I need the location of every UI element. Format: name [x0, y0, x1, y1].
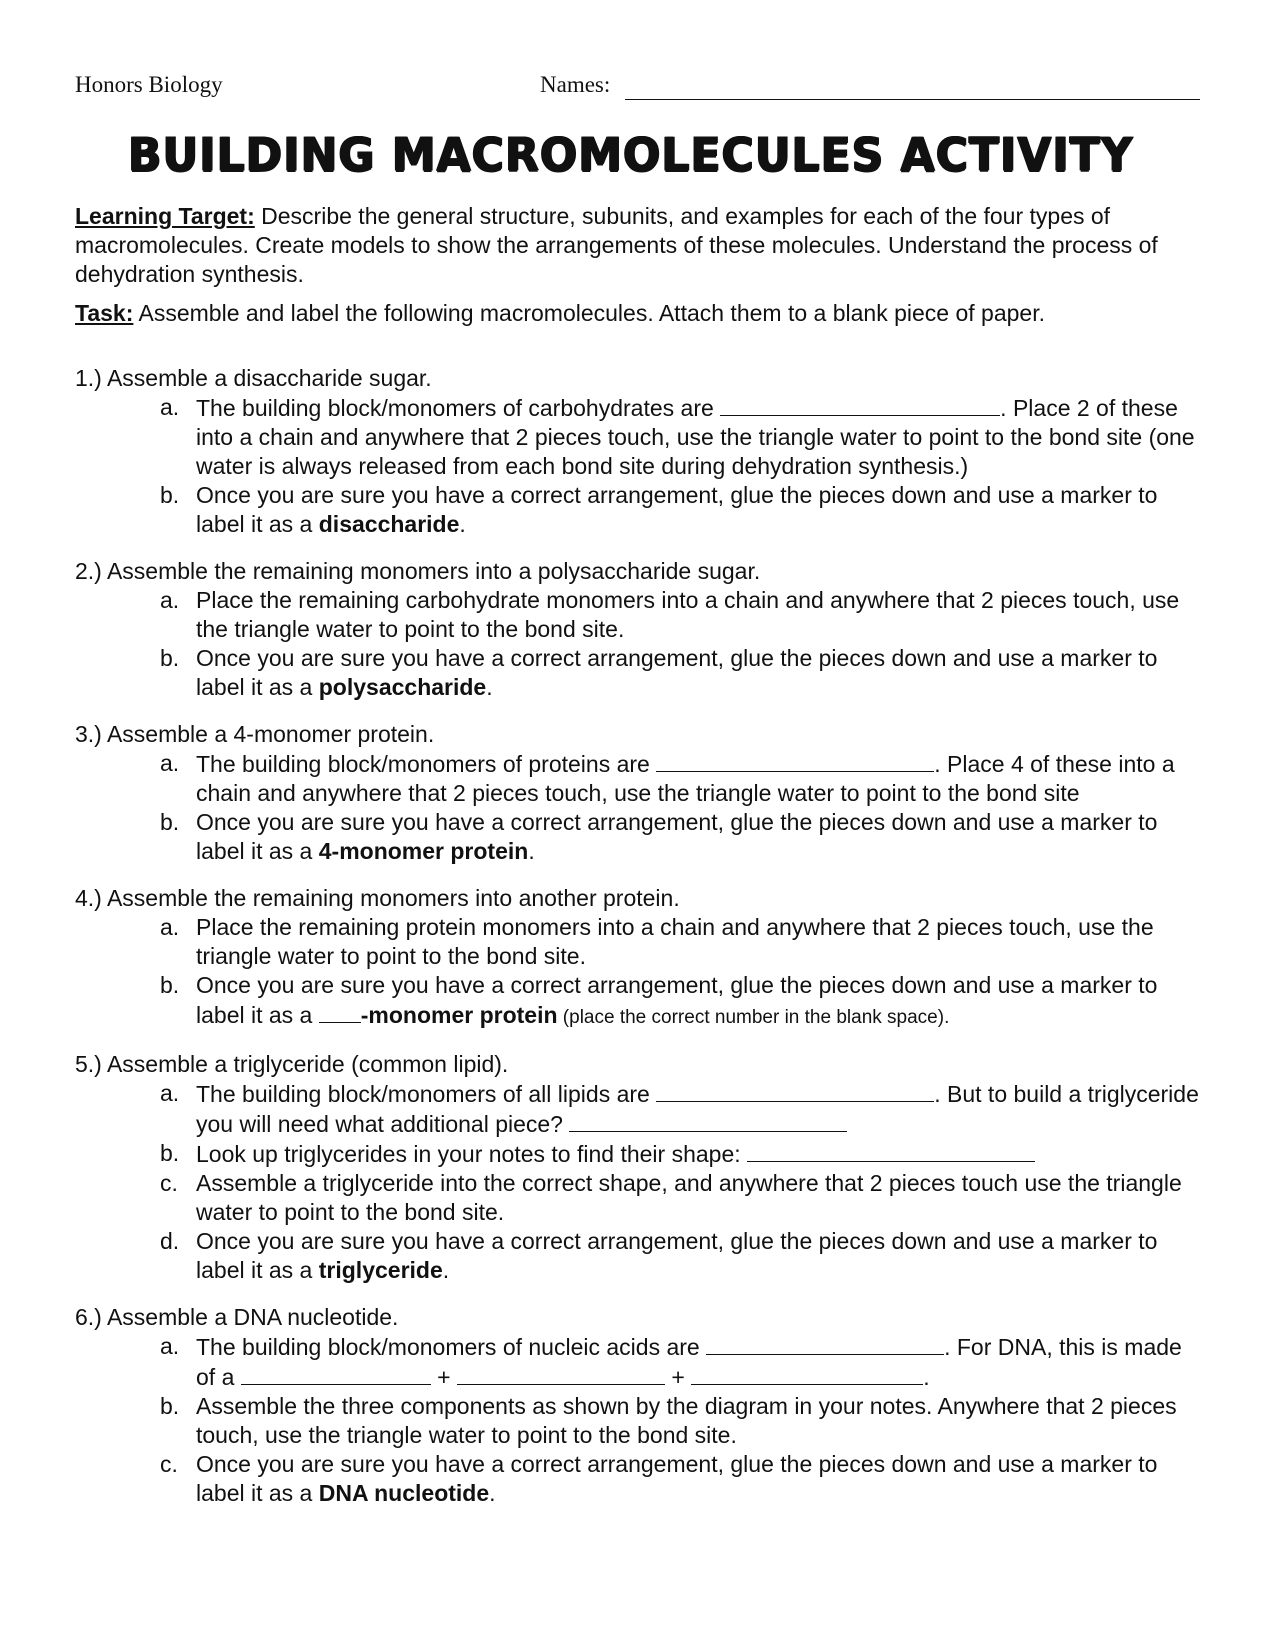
section-1 — [75, 364, 1205, 539]
section-2 — [75, 557, 1205, 702]
names-label: Names: — [540, 72, 611, 97]
list-item: a. The building block/monomers of carbohydrates are . Place 2 of these into a chain and anywhere that 2 pieces touch, use the triangle water to point to the bond site (one water is always released from each bond site during dehydration synthesis.) — [160, 394, 1195, 479]
list-item: b. Look up triglycerides in your notes to find their shape: — [75, 1139, 1205, 1169]
list-item: b. Assemble the three components as shown by the diagram in your notes. Anywhere that 2 pieces touch, use the triangle water to point to the bond site. — [160, 1393, 1177, 1448]
list-item: b. Once you are sure you have a correct arrangement, glue the pieces down and use a marker to label it as a polysaccharide. — [160, 645, 1158, 700]
list-item: a. The building block/monomers of proteins are . Place 4 of these into a chain and anywhere that 2 pieces touch, use the triangle water to point to the bond site — [160, 750, 1175, 806]
answer-blank[interactable] — [706, 1332, 944, 1355]
section-5 — [75, 1050, 1205, 1285]
list-item: c. Assemble a triglyceride into the correct shape, and anywhere that 2 pieces touch use the triangle water to point to the bond site. — [160, 1170, 1182, 1225]
list-item: d. Once you are sure you have a correct arrangement, glue the pieces down and use a marker to label it as a triglyceride. — [160, 1228, 1158, 1283]
answer-blank[interactable] — [656, 749, 934, 772]
learning-target — [75, 202, 1205, 289]
number-blank[interactable] — [319, 1000, 361, 1023]
answer-blank[interactable] — [720, 393, 1000, 416]
section-6 — [75, 1303, 1205, 1508]
task-text: Assemble and label the following macromolecules. Attach them to a blank piece of paper. — [133, 300, 1045, 326]
section-4 — [75, 884, 1205, 1032]
header — [75, 72, 1200, 106]
answer-blank[interactable] — [241, 1362, 431, 1385]
answer-blank[interactable] — [747, 1139, 1035, 1162]
list-item: a. Place the remaining protein monomers into a chain and anywhere that 2 pieces touch, use the triangle water to point to the bond site. — [160, 914, 1154, 969]
list-item: c. Once you are sure you have a correct arrangement, glue the pieces down and use a marker to label it as a DNA nucleotide. — [160, 1451, 1158, 1506]
answer-blank[interactable] — [569, 1109, 847, 1132]
section-3 — [75, 720, 1205, 866]
list-item: b. Once you are sure you have a correct arrangement, glue the pieces down and use a marker to label it as a 4-monomer protein. — [160, 809, 1158, 864]
section-heading: 1.) Assemble a disaccharide sugar. — [75, 365, 432, 391]
names-field[interactable] — [625, 99, 1200, 100]
list-item: a. Place the remaining carbohydrate monomers into a chain and anywhere that 2 pieces touch, use the triangle water to point to the bond site. — [160, 587, 1180, 642]
page-title: BUILDING MACROMOLECULES ACTIVITY — [128, 128, 1134, 183]
answer-blank[interactable] — [457, 1362, 665, 1385]
task-label: Task: — [75, 300, 134, 326]
section-heading: 4.) Assemble the remaining monomers into another protein. — [75, 885, 680, 911]
section-heading: 6.) Assemble a DNA nucleotide. — [75, 1304, 399, 1330]
worksheet-body — [75, 202, 1205, 1508]
task — [75, 299, 1205, 328]
learning-target-label: Learning Target: — [75, 203, 255, 229]
list-item: b. Once you are sure you have a correct arrangement, glue the pieces down and use a marker to label it as a -monomer protein (place the correct number in the blank space). — [160, 972, 1158, 1028]
list-item: a. The building block/monomers of all lipids are . But to build a triglyceride you will need what additional piece? — [160, 1080, 1199, 1137]
answer-blank[interactable] — [656, 1079, 934, 1102]
learning-target-text: Describe the general structure, subunits, and examples for each of the four types of macromolecules. Create models to show the arrangements of these molecules. Understand the process of dehydration synthesis. — [75, 203, 1158, 287]
course-name: Honors Biology — [75, 72, 223, 97]
section-heading: 3.) Assemble a 4-monomer protein. — [75, 721, 435, 747]
section-heading: 2.) Assemble the remaining monomers into a polysaccharide sugar. — [75, 558, 761, 584]
list-item: b. Once you are sure you have a correct arrangement, glue the pieces down and use a marker to label it as a disaccharide. — [160, 482, 1158, 537]
section-heading: 5.) Assemble a triglyceride (common lipid). — [75, 1051, 509, 1077]
answer-blank[interactable] — [691, 1362, 923, 1385]
list-item: a. The building block/monomers of nucleic acids are . For DNA, this is made of a + + . — [160, 1333, 1182, 1390]
